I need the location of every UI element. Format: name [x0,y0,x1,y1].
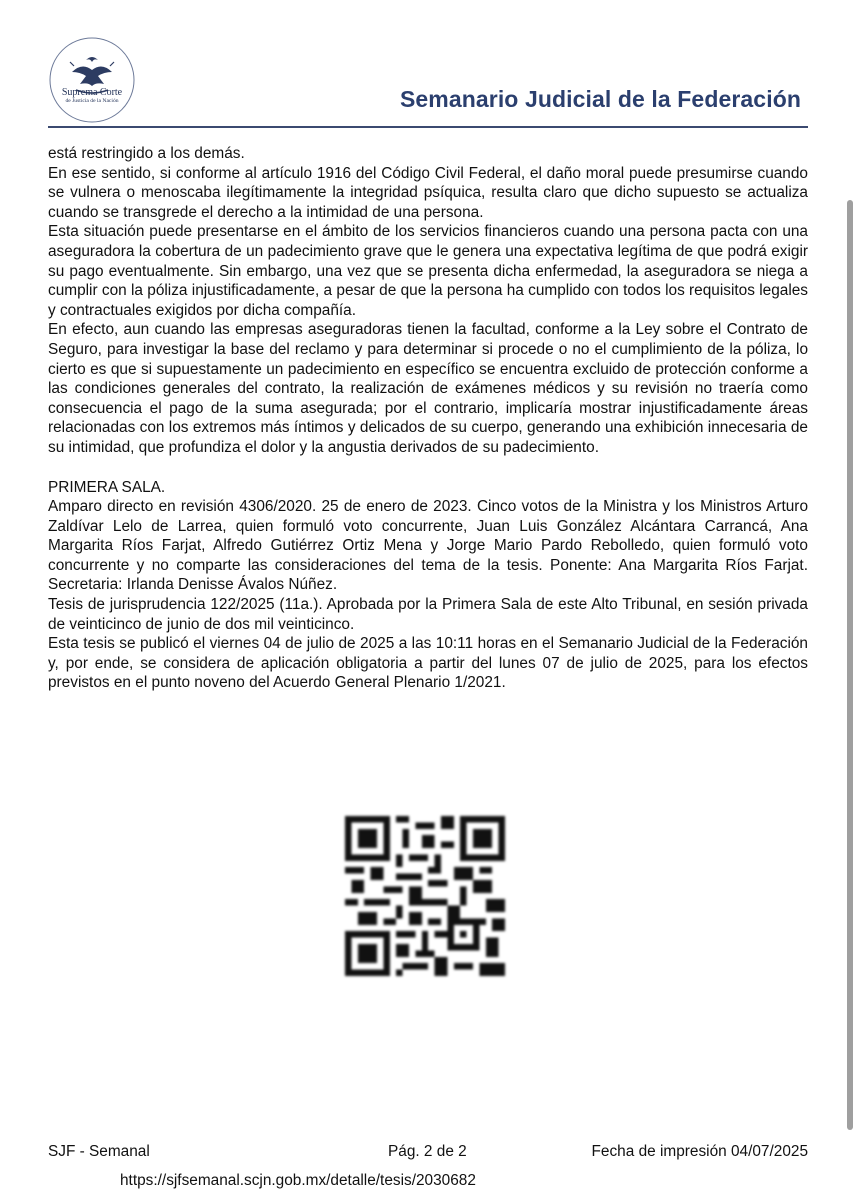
paragraph-3: Esta situación puede presentarse en el ámbito de los servicios financieros cuando una persona pacta con una aseguradora la cobertura de un padecimiento grave que le genera una expectativa legítima de que podrá exigir su pago eventualmente. Sin embargo, una vez que se presenta dicha enfermedad, la aseguradora se niega a cumplir con la póliza injustificadamente, a pesar de que la persona ha cumplido con todos los requisitos legales y contractuales exigidos por dicha compañía. [48,223,808,319]
thesis-body [48,144,808,693]
seal-label: Suprema Corte [61,87,123,98]
scjn-seal-icon [48,36,136,124]
publication-paragraph: Esta tesis se publicó el viernes 04 de julio de 2025 a las 10:11 horas en el Semanario Judicial de la Federación y, por ende, se considera de aplicación obligatoria a partir del lunes 07 de julio de 2025, para los efectos previstos en el punto noveno del Acuerdo General Plenario 1/2021. [48,635,808,692]
qr-code-icon [345,816,505,976]
header-divider [48,126,808,128]
print-date: Fecha de impresión 04/07/2025 [591,1143,808,1160]
vertical-scrollbar[interactable] [847,200,853,1130]
precedent-paragraph: Amparo directo en revisión 4306/2020. 25 de enero de 2023. Cinco votos de la Ministra y los Ministros Arturo Zaldívar Lelo de Larrea, quien formuló voto concurrente, Juan Luis González Alcántara Carrancá, Ana Margarita Ríos Farjat, Alfredo Gutiérrez Ortiz Mena y Jorge Mario Pardo Rebolledo, quien formuló voto concurrente y no comparte las consideraciones del tema de la tesis. Ponente: Ana Margarita Ríos Farjat. Secretaria: Irlanda Denisse Ávalos Núñez. [48,498,808,594]
paragraph-4: En efecto, aun cuando las empresas aseguradoras tienen la facultad, conforme a la Ley sobre el Contrato de Seguro, para investigar la base del reclamo y para determinar si procede o no el cumplimiento de la póliza, lo cierto es que si supuestamente un padecimiento en específico se encuentra excluido de protección conforme a las condiciones generales del contrato, la realización de exámenes médicos y su revisión no traería como consecuencia el pago de la suma asegurada; por el contrario, implicaría mostrar injustificadamente áreas relacionadas con los extremos más íntimos y delicados de su cuerpo, generando una exhibición innecesaria de su intimidad, que profundiza el dolor y la angustia derivados de su padecimiento. [48,321,808,456]
seal-sublabel: de Justicia de la Nación [65,98,119,104]
page-number: Pág. 2 de 2 [388,1143,467,1160]
paragraph-2: En ese sentido, si conforme al artículo 1916 del Código Civil Federal, el daño moral puede presumirse cuando se vulnera o menoscaba ilegítimamente la integridad psíquica, resulta claro que dicho supuesto se actualiza cuando se transgrede el derecho a la intimidad de una persona. [48,164,808,221]
publication-title: Semanario Judicial de la Federación [399,86,801,112]
footer-section-label: SJF - Semanal [48,1143,150,1160]
jurisprudence-paragraph: Tesis de jurisprudencia 122/2025 (11a.). Aprobada por la Primera Sala de este Alto Tribunal, en sesión privada de veinticinco de junio de dos mil veinticinco. [48,596,808,633]
thesis-url-link[interactable]: https://sjfsemanal.scjn.gob.mx/detalle/tesis/2030682 [120,1172,476,1189]
paragraph-1: está restringido a los demás. [48,145,245,162]
chamber-label: PRIMERA SALA. [48,478,166,496]
